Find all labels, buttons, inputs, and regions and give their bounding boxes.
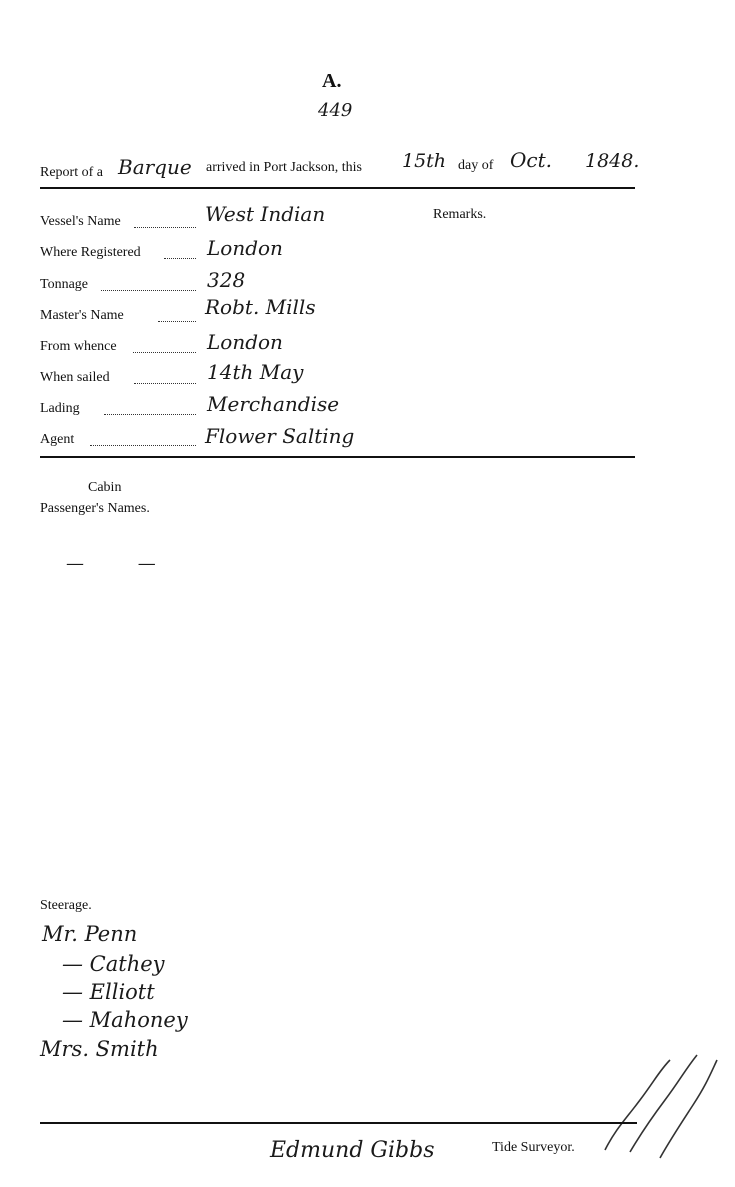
field-value: London [207,236,283,260]
field-label: When sailed [40,370,110,385]
dot-leader [134,227,196,228]
report-day-of: day of [458,158,494,173]
report-day: 15th [402,150,447,172]
surveyor-title: Tide Surveyor. [492,1140,575,1155]
remarks-label: Remarks. [433,207,487,222]
field-value: London [207,330,283,354]
field-label: Tonnage [40,277,89,292]
field-label: Where Registered [40,245,141,260]
margin-handwriting [585,1040,725,1160]
list-item: Mrs. Smith [40,1037,159,1061]
list-item: — Mahoney [62,1008,188,1032]
cabin-entry: — — [66,553,180,574]
field-value: Flower Salting [205,424,355,448]
field-label: Master's Name [40,308,124,323]
report-month: Oct. [510,148,552,172]
dot-leader [134,383,196,384]
field-label: From whence [40,339,117,354]
report-prefix: Report of a [40,165,103,180]
footer-rule [40,1122,637,1124]
report-year: 1848. [585,150,640,172]
dot-leader [104,414,196,415]
form-number: 449 [318,100,353,121]
field-value: Robt. Mills [205,295,316,319]
list-item: — Elliott [62,980,155,1004]
dot-leader [164,258,196,259]
field-value: 328 [207,268,246,292]
field-label: Lading [40,401,80,416]
list-item: Mr. Penn [42,922,138,946]
dot-leader [133,352,196,353]
form-letter: A. [322,70,342,92]
dot-leader [158,321,196,322]
cabin-passengers-heading: Passenger's Names. [40,501,150,516]
field-label: Vessel's Name [40,214,121,229]
list-item: — Cathey [62,952,165,976]
dot-leader [101,290,196,291]
fields-rule [40,456,635,458]
field-value: 14th May [207,360,304,384]
report-arrived-text: arrived in Port Jackson, this [206,160,362,175]
surveyor-signature: Edmund Gibbs [270,1138,435,1163]
dot-leader [90,445,196,446]
field-value: West Indian [205,202,326,226]
field-value: Merchandise [207,392,340,416]
steerage-heading: Steerage. [40,898,92,913]
cabin-heading: Cabin [88,480,122,495]
field-label: Agent [40,432,75,447]
header-rule [40,187,635,189]
vessel-type: Barque [118,155,192,179]
